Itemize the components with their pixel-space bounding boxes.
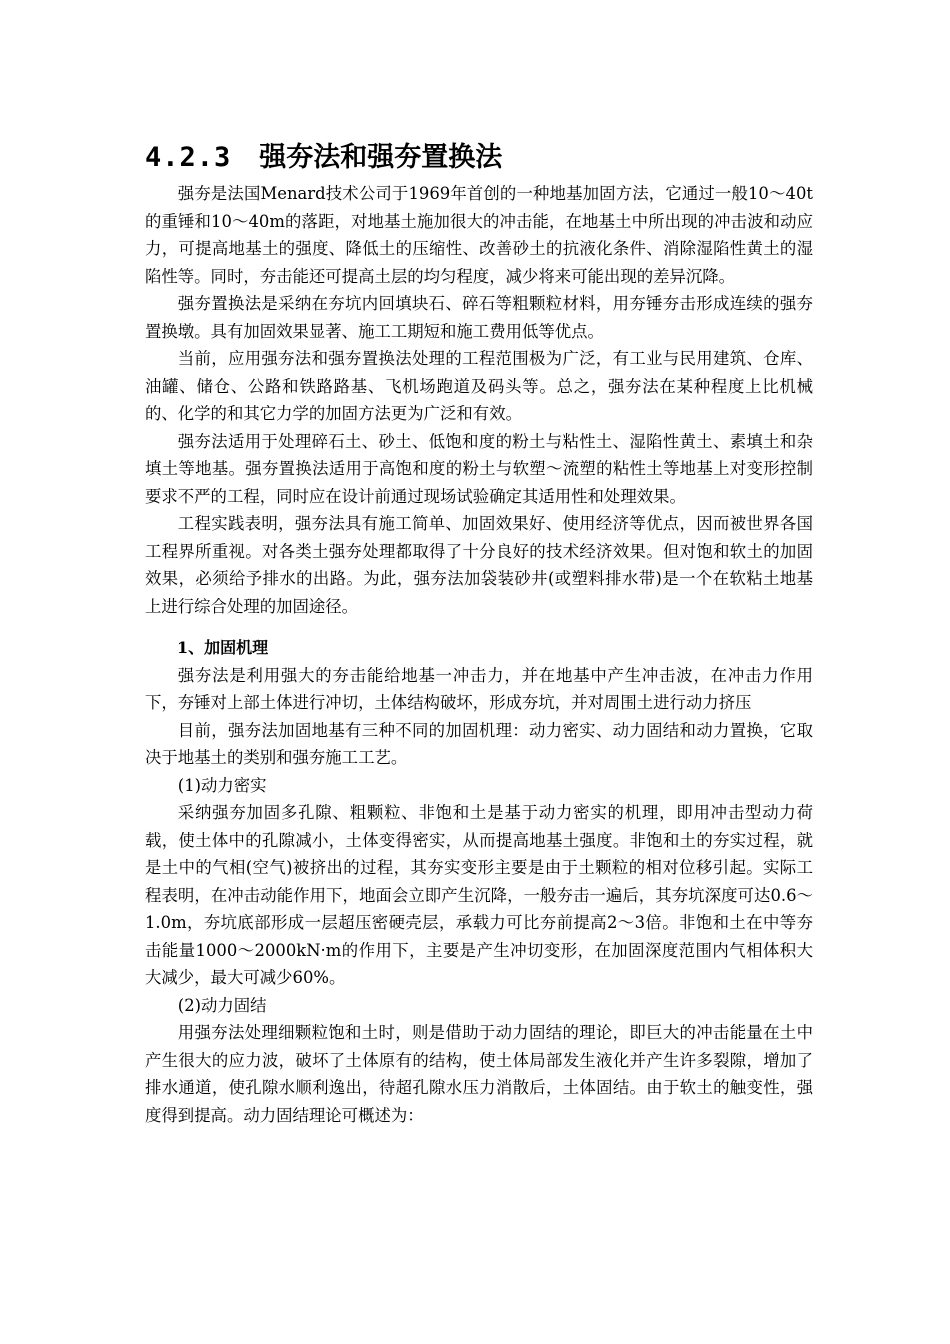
section-heading: [145, 140, 813, 176]
dynamic-compaction-label: (1)动力密实: [177, 775, 267, 795]
dynamic-compaction-text: 采纳强夯加固多孔隙、粗颗粒、非饱和土是基于动力密实的机理，即用冲击型动力荷载，使土体中的孔隙减小，土体变得密实，从而提高地基土强度。非饱和土的夯实过程，就是土中的气相(空气)被挤出的过程，其夯实变形主要是由于土颗粒的相对位移引起。实际工程表明，在冲击动能作用下，地面会立即产生沉降，一般夯击一遍后，其夯坑深度可达0.6～1.0m，夯坑底部形成一层超压密硬壳层，承载力可比夯前提高2～3倍。非饱和土在中等夯击能量1000～2000kN·m的作用下，主要是产生冲切变形，在加固深度范围内气相体积大大减少，最大可减少60%。: [145, 803, 813, 987]
mechanism-intro-1: 强夯法是利用强大的夯击能给地基一冲击力，并在地基中产生冲击波，在冲击力作用下，夯锤对上部土体进行冲切，土体结构破坏，形成夯坑，并对周围土进行动力挤压: [145, 665, 813, 712]
mechanism-intro-2: 目前，强夯法加固地基有三种不同的加固机理：动力密实、动力固结和动力置换，它取决于地基土的类别和强夯施工工艺。: [145, 720, 813, 767]
section-title: 强夯法和强夯置换法: [259, 142, 503, 173]
section-number: 4.2.3: [145, 142, 232, 173]
paragraph-practice: 工程实践表明，强夯法具有施工简单、加固效果好、使用经济等优点，因而被世界各国工程界所重视。对各类土强夯处理都取得了十分良好的技术经济效果。但对饱和软土的加固效果，必须给予排水的出路。为此，强夯法加袋装砂井(或塑料排水带)是一个在软粘土地基上进行综合处理的加固途径。: [145, 514, 813, 616]
paragraph-suitability: 强夯法适用于处理碎石土、砂土、低饱和度的粉土与粘性土、湿陷性黄土、素填土和杂填土等地基。强夯置换法适用于高饱和度的粉土与软塑～流塑的粘性土等地基上对变形控制要求不严的工程，同时应在设计前通过现场试验确定其适用性和处理效果。: [145, 431, 813, 506]
dynamic-consolidation-text: 用强夯法处理细颗粒饱和土时，则是借助于动力固结的理论，即巨大的冲击能量在土中产生很大的应力波，破坏了土体原有的结构，使土体局部发生液化并产生许多裂隙，增加了排水通道，使孔隙水顺利逸出，待超孔隙水压力消散后，土体固结。由于软土的触变性，强度得到提高。动力固结理论可概述为：: [145, 1023, 813, 1125]
paragraph-applications: 当前，应用强夯法和强夯置换法处理的工程范围极为广泛，有工业与民用建筑、仓库、油罐、储仓、公路和铁路路基、飞机场跑道及码头等。总之，强夯法在某种程度上比机械的、化学的和其它力学的加固方法更为广泛和有效。: [145, 349, 813, 423]
mechanism-heading: 1、加固机理: [177, 638, 269, 657]
paragraph-replacement: 强夯置换法是采纳在夯坑内回填块石、碎石等粗颗粒材料，用夯锤夯击形成连续的强夯置换墩。具有加固效果显著、施工工期短和施工费用低等优点。: [145, 294, 813, 341]
document-page: [145, 140, 813, 1129]
paragraph-intro: 强夯是法国Menard技术公司于1969年首创的一种地基加固方法，它通过一般10～40t的重锤和10～40m的落距，对地基土施加很大的冲击能，在地基土中所出现的冲击波和动应力，可提高地基土的强度、降低土的压缩性、改善砂土的抗液化条件、消除湿陷性黄土的湿陷性等。同时，夯击能还可提高土层的均匀程度，减少将来可能出现的差异沉降。: [145, 184, 813, 286]
dynamic-consolidation-label: (2)动力固结: [177, 995, 267, 1015]
